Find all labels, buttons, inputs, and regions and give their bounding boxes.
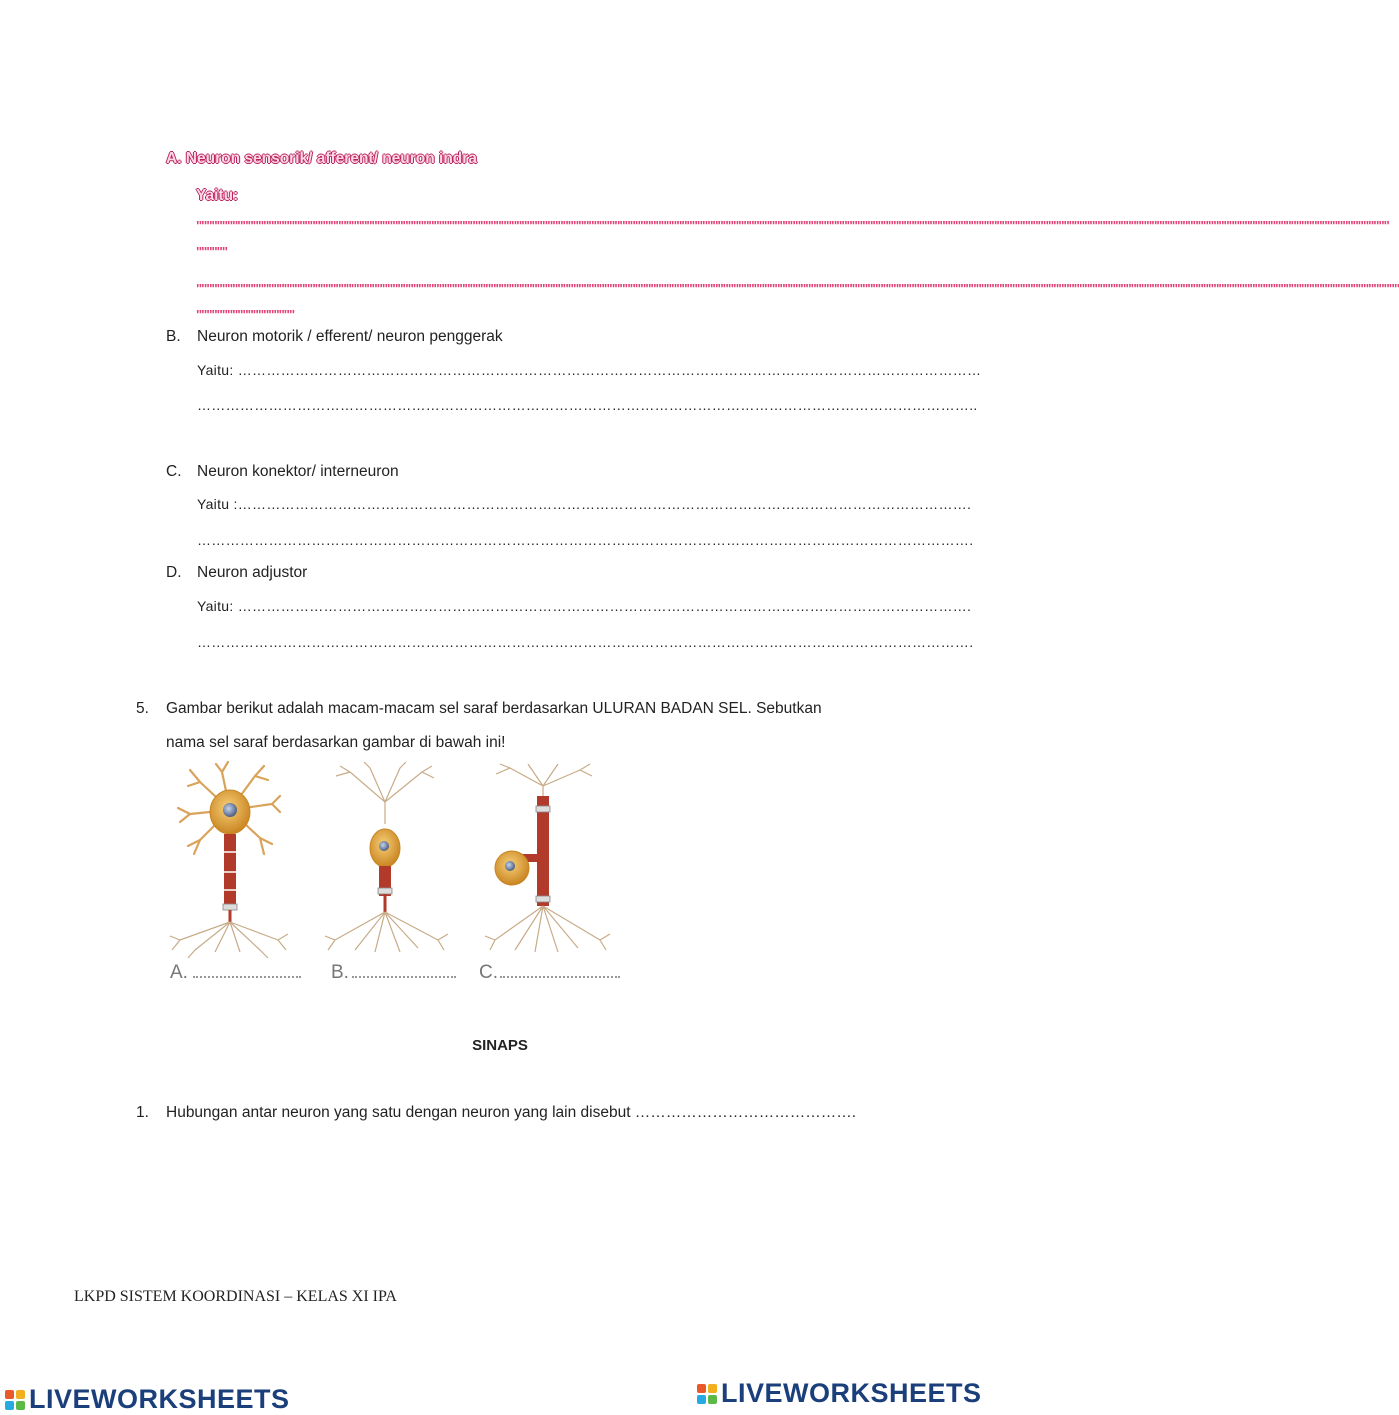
- section-b-heading: Neuron motorik / efferent/ neuron penggerak: [197, 328, 503, 345]
- logo-square-1: [5, 1390, 14, 1399]
- liveworksheets-logo-icon: [5, 1390, 25, 1410]
- section-c-heading: Neuron konektor/ interneuron: [197, 463, 399, 480]
- unipolar-neuron: [496, 764, 592, 796]
- sinaps-question-1-number: 1.: [136, 1104, 149, 1121]
- logo-square-4: [16, 1401, 25, 1410]
- logo-square-3: [5, 1401, 14, 1410]
- section-c-letter: C.: [166, 463, 182, 480]
- question-5-text-line-1: Gambar berikut adalah macam-macam sel saraf berdasarkan ULURAN BADAN SEL. Sebutkan: [166, 700, 822, 717]
- section-c-answer-line-2[interactable]: ……………………………………………………………………………………………………………………………………………….: [197, 532, 974, 548]
- section-d-answer-line-2[interactable]: ……………………………………………………………………………………………………………………………………………….: [197, 634, 974, 650]
- logo-square-4: [708, 1395, 717, 1404]
- section-a-answer-line-2-cont: """"""""""""""""""": [196, 307, 295, 322]
- section-a-yaitu-label: Yaitu:: [196, 187, 239, 204]
- liveworksheets-brand-right: LIVEWORKSHEETS: [721, 1378, 982, 1408]
- sinaps-question-1-text: Hubungan antar neuron yang satu dengan neuron yang lain disebut …………………………………….: [166, 1104, 857, 1121]
- section-d-letter: D.: [166, 564, 182, 581]
- section-a-answer-line-1[interactable]: """"""""""""""""""""""""""""""""""""""""""""""""""""""""""""""""""""""""""""""""""""""""""""""""""""""""""""""""""""""""""""""""""""""""""""""""""""""""""""""""""""""""""""""""""""""""""""""""""""""""""""""""""""""""""""""""""""""": [196, 218, 1389, 233]
- question-5-text-line-2: nama sel saraf berdasarkan gambar di bawah ini!: [166, 734, 506, 751]
- figure-a-answer-line[interactable]: [193, 976, 301, 978]
- bipolar-neuron: [336, 762, 434, 824]
- logo-square-3: [697, 1395, 706, 1404]
- section-c-answer-line-1[interactable]: Yaitu :……………………………………………………………………………………………………………………………………….: [197, 496, 972, 512]
- question-5-number: 5.: [136, 700, 149, 717]
- figure-b-answer-line[interactable]: [352, 976, 456, 978]
- logo-square-2: [708, 1384, 717, 1393]
- logo-square-2: [16, 1390, 25, 1399]
- liveworksheets-logo-icon: [697, 1384, 717, 1404]
- liveworksheets-brand-left: LIVEWORKSHEETS: [29, 1384, 290, 1414]
- branding-right: [697, 1378, 982, 1409]
- figure-label-a: A.: [170, 962, 188, 983]
- neuron-types-illustration: [160, 762, 630, 962]
- figure-label-b: B.: [331, 962, 349, 983]
- section-a-answer-line-2[interactable]: """"""""""""""""""""""""""""""""""""""""""""""""""""""""""""""""""""""""""""""""""""""""""""""""""""""""""""""""""""""""""""""""""""""""""""""""""""""""""""""""""""""""""""""""""""""""""""""""""""""""""""""""""""""""""""""""""""""""": [196, 281, 1399, 296]
- page-footer: LKPD SISTEM KOORDINASI – KELAS XI IPA: [74, 1288, 397, 1305]
- figure-label-c: C.: [479, 962, 498, 983]
- section-b-answer-line-1[interactable]: Yaitu: …………………………………………………………………………………………………………………………………………: [197, 362, 982, 378]
- logo-square-1: [697, 1384, 706, 1393]
- section-b-answer-line-2[interactable]: ………………………………………………………………………………………………………………………………………………..: [197, 397, 978, 413]
- figure-c-answer-line[interactable]: [500, 976, 620, 978]
- section-d-heading: Neuron adjustor: [197, 564, 308, 581]
- branding-left: [5, 1384, 290, 1415]
- sinaps-title: SINAPS: [472, 1037, 528, 1054]
- section-a-heading: A. Neuron sensorik/ afferent/ neuron indra: [166, 150, 477, 167]
- section-b-letter: B.: [166, 328, 181, 345]
- section-d-answer-line-1[interactable]: Yaitu: ……………………………………………………………………………………………………………………………………….: [197, 598, 972, 614]
- section-a-answer-line-1-cont: """""": [196, 244, 227, 259]
